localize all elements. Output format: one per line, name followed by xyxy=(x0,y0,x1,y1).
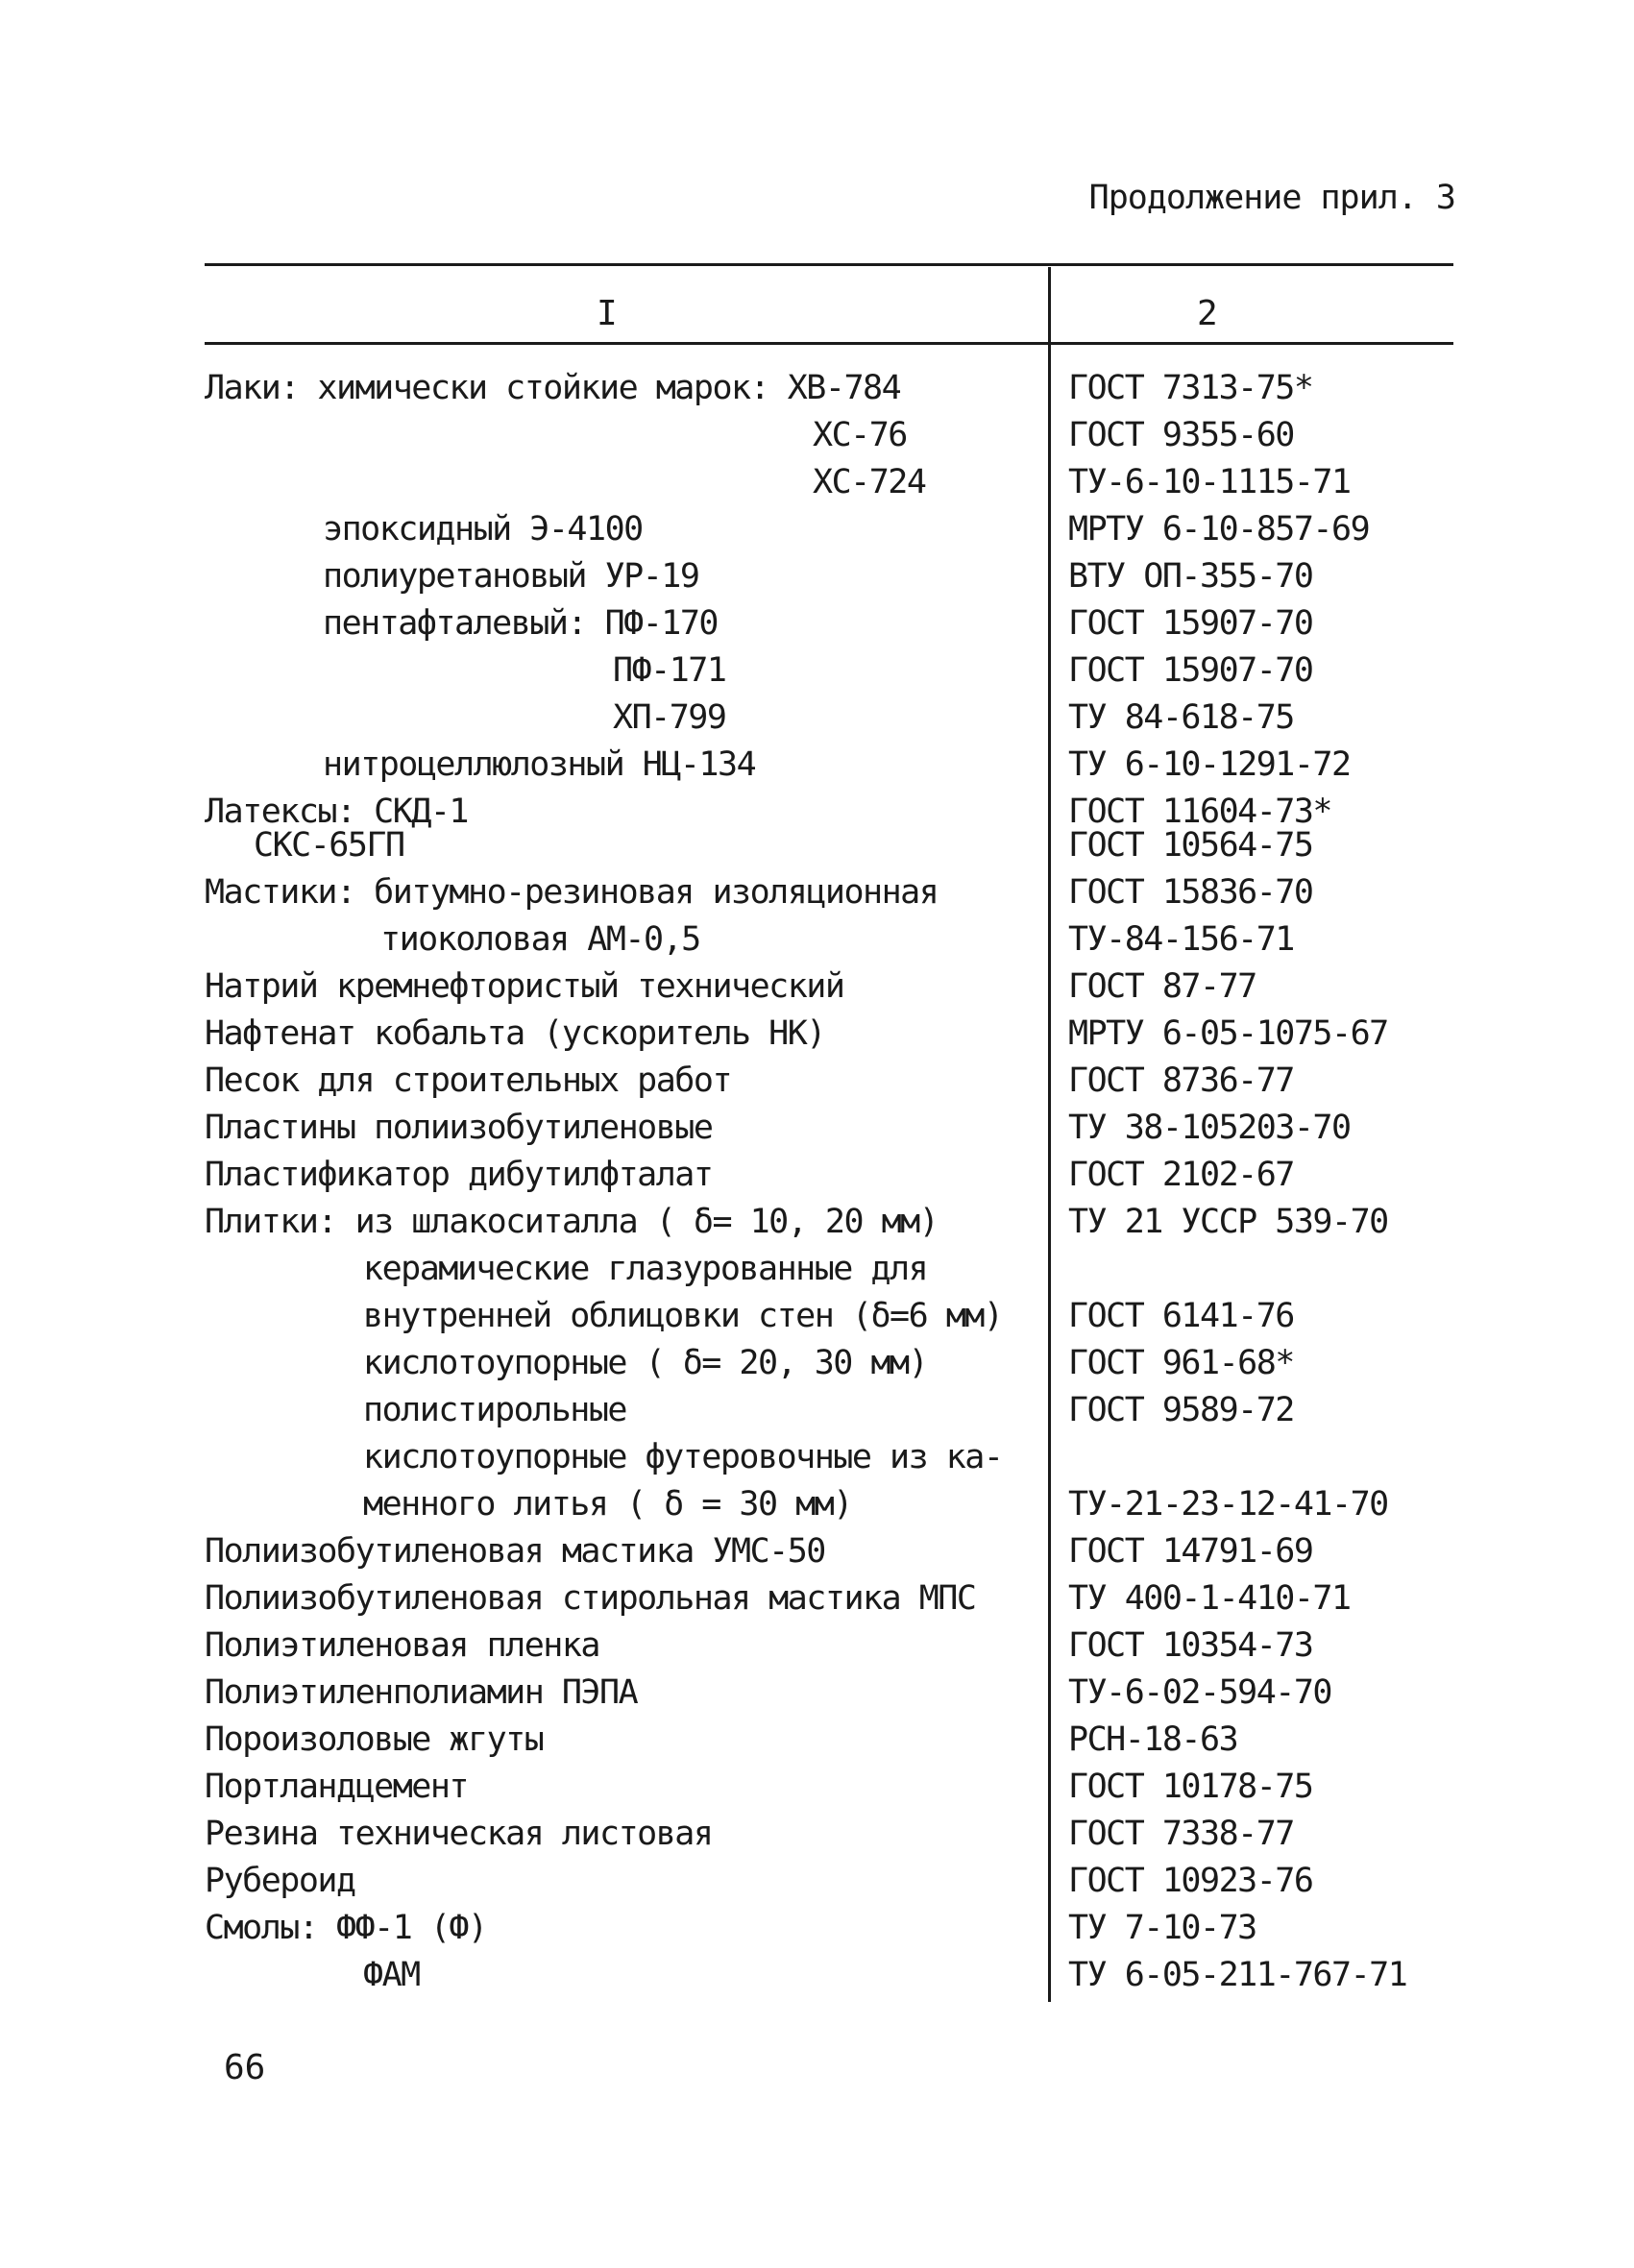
material-name: Полиизобутиленовая мастика УМС-50 xyxy=(205,1532,825,1571)
material-name: керамические глазурованные для xyxy=(363,1250,928,1288)
table-row xyxy=(0,1058,1634,1104)
table-row xyxy=(0,600,1634,646)
material-name: менного литья ( δ = 30 мм) xyxy=(363,1485,852,1524)
material-name: ХС-724 xyxy=(813,463,926,501)
material-name: нитроцеллюлозный НЦ-134 xyxy=(323,745,756,784)
standard-reference: ТУ-21-23-12-41-70 xyxy=(1068,1485,1388,1524)
table-row xyxy=(0,742,1634,788)
material-name: Рубероид xyxy=(205,1862,355,1900)
table-row xyxy=(0,1340,1634,1386)
standard-reference: ГОСТ 10923-76 xyxy=(1068,1862,1313,1900)
standard-reference: ГОСТ 10354-73 xyxy=(1068,1626,1313,1665)
standard-reference: ГОСТ 8736-77 xyxy=(1068,1061,1294,1100)
column-header-1: I xyxy=(597,294,618,333)
standard-reference: ТУ 7-10-73 xyxy=(1068,1909,1256,1947)
standard-reference: ГОСТ 15907-70 xyxy=(1068,604,1313,643)
table-row xyxy=(0,1811,1634,1857)
material-name: Пластификатор дибутилфталат xyxy=(205,1156,713,1194)
table-row xyxy=(0,1952,1634,1998)
material-name: ХС-76 xyxy=(813,416,907,454)
material-name: ХП-799 xyxy=(613,698,726,737)
table-row xyxy=(0,963,1634,1010)
standard-reference: ГОСТ 15836-70 xyxy=(1068,873,1313,912)
standard-reference: ТУ 84-618-75 xyxy=(1068,698,1294,737)
standard-reference: ТУ 400-1-410-71 xyxy=(1068,1579,1351,1618)
standard-reference: МРТУ 6-05-1075-67 xyxy=(1068,1014,1388,1053)
material-name: кислотоупорные футеровочные из ка- xyxy=(363,1438,1003,1476)
material-name: тиоколовая АМ-0,5 xyxy=(380,920,700,959)
material-name: Нафтенат кобальта (ускоритель НК) xyxy=(205,1014,825,1053)
material-name: Мастики: битумно-резиновая изоляционная xyxy=(205,873,939,912)
table-row xyxy=(0,1764,1634,1810)
standard-reference: ГОСТ 11604-73* xyxy=(1068,793,1332,831)
table-row xyxy=(0,1152,1634,1198)
standard-reference: ГОСТ 14791-69 xyxy=(1068,1532,1313,1571)
table-row xyxy=(0,1387,1634,1433)
material-name: пентафталевый: ПФ-170 xyxy=(323,604,719,643)
standard-reference: ГОСТ 10178-75 xyxy=(1068,1768,1313,1806)
standard-reference: ГОСТ 10564-75 xyxy=(1068,826,1313,865)
table-row xyxy=(0,1528,1634,1574)
standard-reference: ГОСТ 2102-67 xyxy=(1068,1156,1294,1194)
material-name: Пластины полиизобутиленовые xyxy=(205,1109,713,1147)
standard-reference: ТУ-84-156-71 xyxy=(1068,920,1294,959)
standard-reference: ГОСТ 9589-72 xyxy=(1068,1391,1294,1429)
material-name: полистирольные xyxy=(363,1391,627,1429)
material-name: Натрий кремнефтористый технический xyxy=(205,967,844,1006)
table-row xyxy=(0,1481,1634,1527)
standard-reference: ВТУ ОП-355-70 xyxy=(1068,557,1313,596)
material-name: СКС-65ГП xyxy=(254,826,404,865)
table-row xyxy=(0,1575,1634,1622)
material-name: Песок для строительных работ xyxy=(205,1061,732,1100)
standard-reference: ТУ 6-05-211-767-71 xyxy=(1068,1956,1407,1994)
table-row xyxy=(0,412,1634,458)
standard-reference: ГОСТ 961-68* xyxy=(1068,1344,1294,1382)
page-number: 66 xyxy=(224,2048,266,2087)
material-name: Полиэтиленполиамин ПЭПА xyxy=(205,1673,638,1712)
material-name: Пороизоловые жгуты xyxy=(205,1720,544,1759)
material-name: Полиэтиленовая пленка xyxy=(205,1626,600,1665)
standard-reference: РСН-18-63 xyxy=(1068,1720,1238,1759)
material-name: Смолы: ФФ-1 (Ф) xyxy=(205,1909,487,1947)
table-row xyxy=(0,1011,1634,1057)
standard-reference: ГОСТ 9355-60 xyxy=(1068,416,1294,454)
standard-reference: ГОСТ 7313-75* xyxy=(1068,369,1313,407)
table-row xyxy=(0,1293,1634,1339)
standard-reference: ГОСТ 6141-76 xyxy=(1068,1297,1294,1335)
table-row xyxy=(0,1434,1634,1480)
table-header-rule xyxy=(205,342,1453,345)
table-row xyxy=(0,822,1634,868)
standard-reference: ГОСТ 7338-77 xyxy=(1068,1815,1294,1853)
material-name: Полиизобутиленовая стирольная мастика МПС xyxy=(205,1579,976,1618)
material-name: Резина техническая листовая xyxy=(205,1815,713,1853)
material-name: Плитки: из шлакоситалла ( δ= 10, 20 мм) xyxy=(205,1203,939,1241)
table-row xyxy=(0,869,1634,915)
material-name: Портландцемент xyxy=(205,1768,469,1806)
standard-reference: ТУ 6-10-1291-72 xyxy=(1068,745,1351,784)
material-name: Лаки: химически стойкие марок: ХВ-784 xyxy=(205,369,901,407)
material-name: кислотоупорные ( δ= 20, 30 мм) xyxy=(363,1344,928,1382)
material-name: ПФ-171 xyxy=(613,651,726,690)
table-row xyxy=(0,1717,1634,1763)
table-row xyxy=(0,647,1634,694)
table-row xyxy=(0,506,1634,552)
table-row xyxy=(0,1858,1634,1904)
table-row xyxy=(0,1670,1634,1716)
table-row xyxy=(0,553,1634,599)
material-name: эпоксидный Э-4100 xyxy=(323,510,643,549)
material-name: внутренней облицовки стен (δ=6 мм) xyxy=(363,1297,1003,1335)
material-name: Латексы: СКД-1 xyxy=(205,793,469,831)
table-row xyxy=(0,1246,1634,1292)
standard-reference: ТУ 21 УССР 539-70 xyxy=(1068,1203,1388,1241)
table-row xyxy=(0,1105,1634,1151)
material-name: ФАМ xyxy=(363,1956,420,1994)
standard-reference: МРТУ 6-10-857-69 xyxy=(1068,510,1370,549)
table-row xyxy=(0,1622,1634,1669)
column-header-2: 2 xyxy=(1197,294,1218,333)
standard-reference: ТУ-6-02-594-70 xyxy=(1068,1673,1332,1712)
table-row xyxy=(0,1199,1634,1245)
standard-reference: ГОСТ 87-77 xyxy=(1068,967,1256,1006)
page-header: Продолжение прил. 3 xyxy=(1088,179,1455,217)
standard-reference: ТУ-6-10-1115-71 xyxy=(1068,463,1351,501)
table-row xyxy=(0,365,1634,411)
table-row xyxy=(0,695,1634,741)
standard-reference: ТУ 38-105203-70 xyxy=(1068,1109,1351,1147)
table-top-rule xyxy=(205,263,1453,266)
table-row xyxy=(0,1905,1634,1951)
table-row xyxy=(0,459,1634,505)
table-row xyxy=(0,916,1634,963)
material-name: полиуретановый УР-19 xyxy=(323,557,699,596)
standard-reference: ГОСТ 15907-70 xyxy=(1068,651,1313,690)
